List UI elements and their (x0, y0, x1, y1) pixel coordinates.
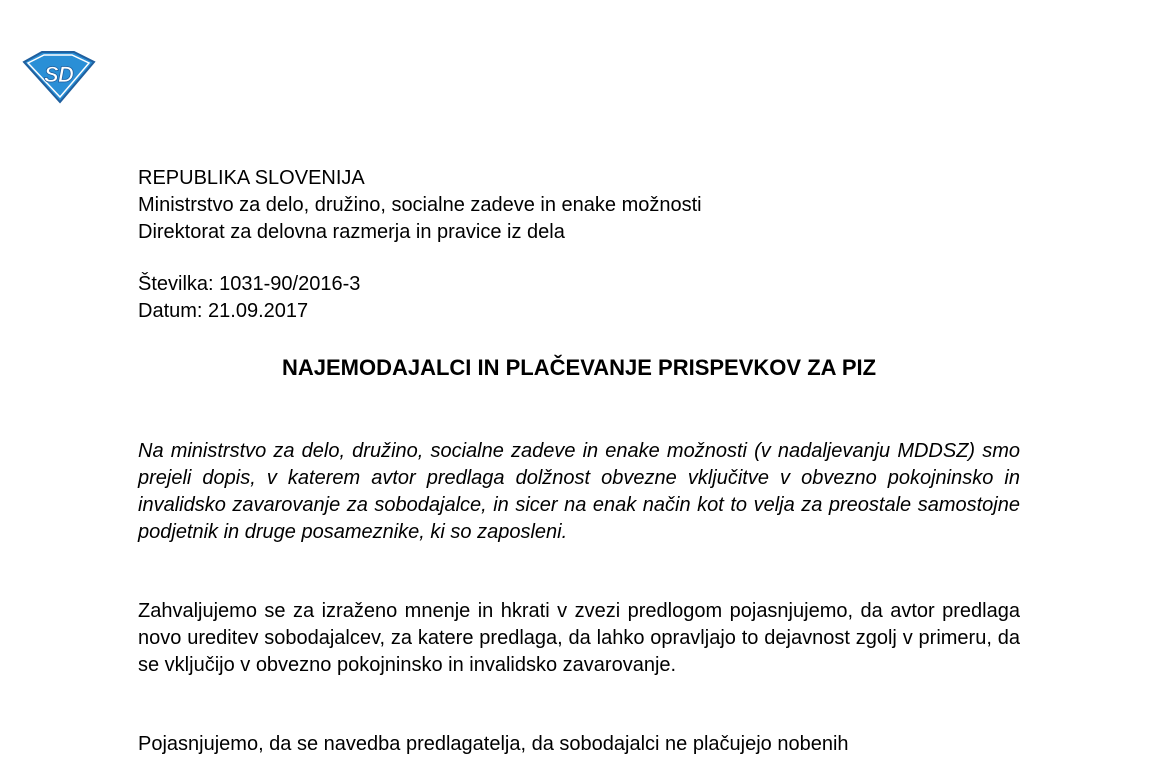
header-directorate: Direktorat za delovna razmerja in pravice iz dela (138, 221, 565, 243)
document-number: Številka: 1031-90/2016-3 (138, 273, 361, 295)
document-title: NAJEMODAJALCI IN PLAČEVANJE PRISPEVKOV ZA PIZ (281, 355, 877, 380)
sd-shield-logo-icon (22, 48, 96, 104)
svg-text:D: D (58, 62, 74, 87)
header-ministry: Ministrstvo za delo, družino, socialne zadeve in enake možnosti (138, 194, 702, 216)
header-country: REPUBLIKA SLOVENIJA (138, 167, 365, 189)
document-meta (138, 271, 360, 325)
svg-text:S: S (44, 62, 59, 87)
paragraph-response: Zahvaljujemo se za izraženo mnenje in hkrati v zvezi predlogom pojasnjujemo, da avtor predlaga novo ureditev sobodajalcev, za katere predlaga, da lahko opravljajo to dejavnost zgolj v primeru, da se vključijo v obvezno pokojninsko in invalidsko zavarovanje. (138, 600, 1020, 676)
document-date: Datum: 21.09.2017 (138, 300, 309, 322)
paragraph-intro: Na ministrstvo za delo, družino, socialne zadeve in enake možnosti (v nadaljevanju MDDSZ) smo prejeli dopis, v katerem avtor predlaga dolžnost obvezne vključitve v obvezno pokojninsko in invalidsko zavarovanje za sobodajalce, in sicer na enak način kot to velja za preostale samostojne podjetnik in druge posameznike, ki so zaposleni. (138, 440, 1020, 543)
ministry-header (138, 165, 702, 246)
paragraph-explanation: Pojasnjujemo, da se navedba predlagatelja, da sobodajalci ne plačujejo nobenih (138, 733, 849, 755)
